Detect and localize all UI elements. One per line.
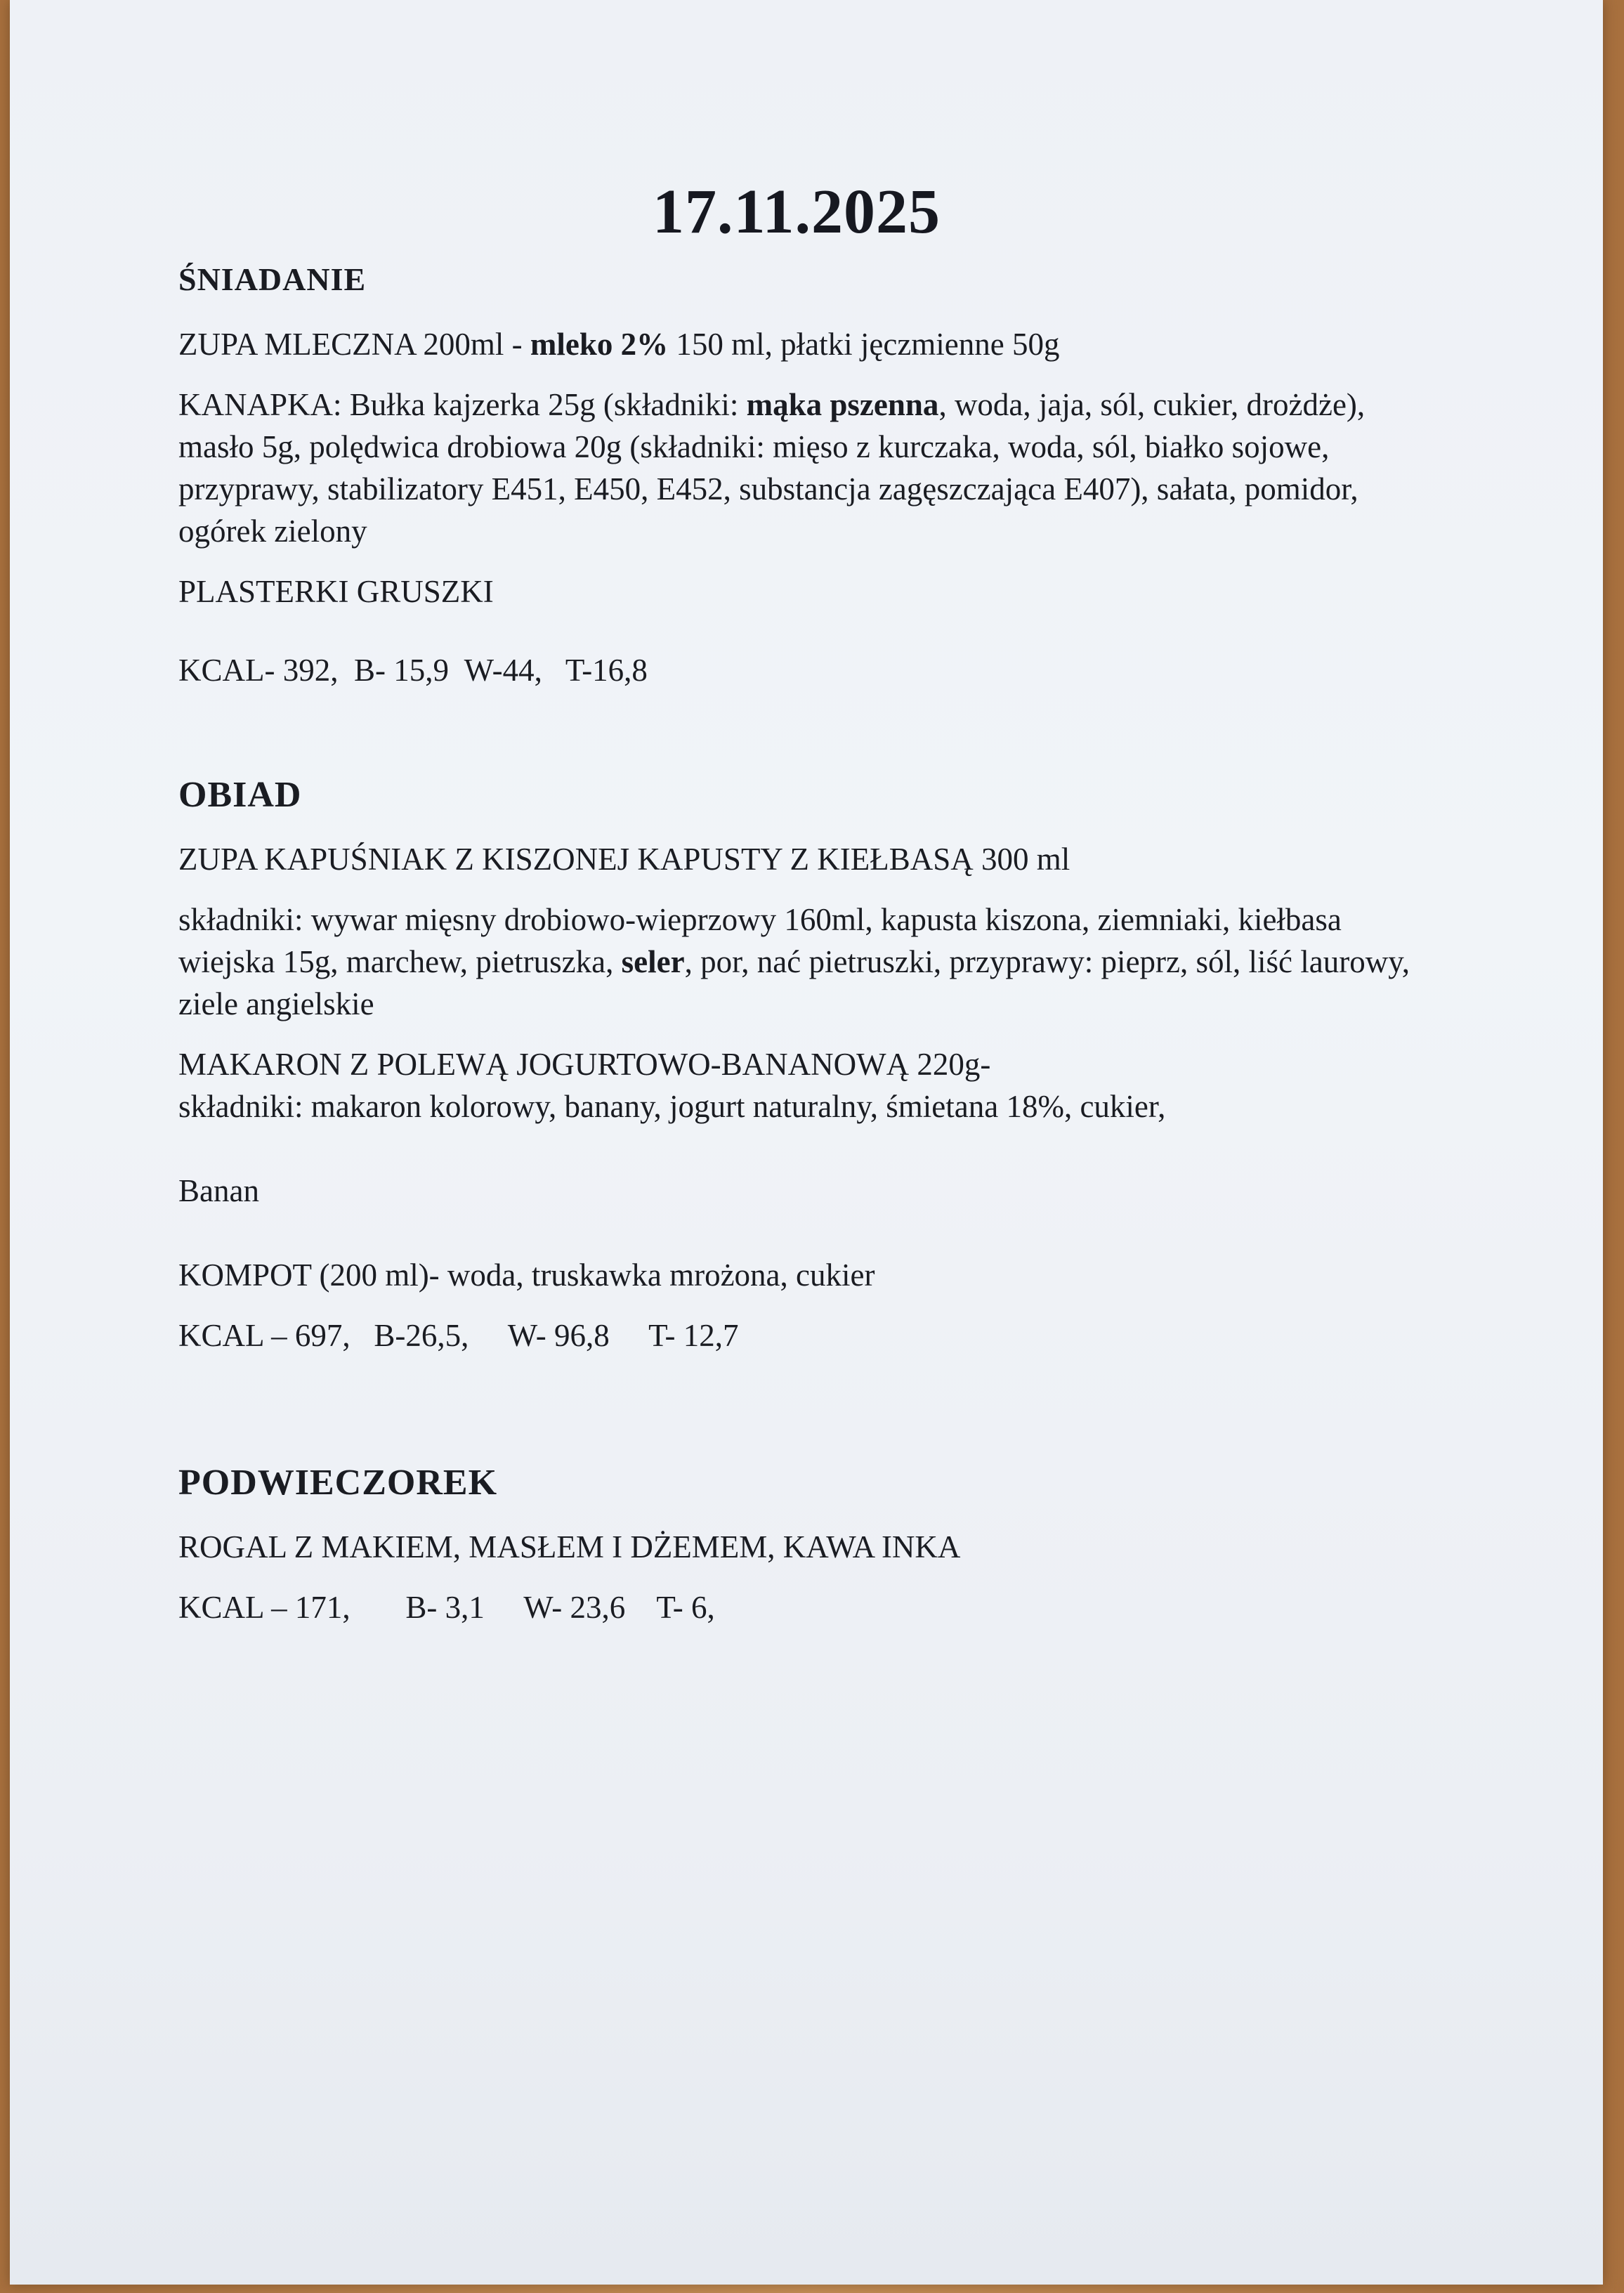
obiad-skladniki [178,899,1415,1025]
allergen-seler: seler [621,944,685,979]
sniadanie-zupa-pre: ZUPA MLECZNA 200ml - [178,327,530,362]
obiad-makaron-skladniki: składniki: makaron kolorowy, banany, jogurt naturalny, śmietana 18%, cukier, [178,1089,1166,1124]
sniadanie-zupa [178,323,1415,365]
sniadanie-plasterki: PLASTERKI GRUSZKI [178,574,494,609]
sniadanie-macros: KCAL- 392, B- 15,9 W-44, T-16,8 [178,653,648,688]
sniadanie-kanapka [178,384,1415,552]
allergen-mleko: mleko 2% [530,327,669,362]
obiad-skladniki-pre: składniki: wywar mięsny drobiowo-wieprzowy 160ml, kapusta kiszona, ziemniaki, kiełbasa wiejska 15g, marchew, pietruszka, [178,902,1342,979]
menu-content [178,176,1415,1628]
obiad-kompot: KOMPOT (200 ml)- woda, truskawka mrożona, cukier [178,1257,875,1293]
obiad-makaron: MAKARON Z POLEWĄ JOGURTOWO-BANANOWĄ 220g- [178,1047,991,1082]
section-title-obiad: OBIAD [178,775,302,815]
section-title-sniadanie: ŚNIADANIE [178,261,367,297]
obiad-skladniki-post: , por, nać pietruszki, przyprawy: pieprz, sól, liść laurowy, ziele angielskie [178,944,1410,1021]
sniadanie-kanapka-pre: KANAPKA: Bułka kajzerka 25g (składniki: [178,387,747,422]
sniadanie-kanapka-post: , woda, jaja, sól, cukier, drożdże), masło 5g, polędwica drobiowa 20g (składniki: mięso z kurczaka, woda, sól, białko sojowe, przyprawy, stabilizatory E451, E450, E452, substancja zagęszczająca E407), sałata, pomidor, ogórek zielony [178,387,1366,549]
obiad-banan: Banan [178,1173,259,1208]
obiad-macros: KCAL – 697, B-26,5, W- 96,8 T- 12,7 [178,1318,739,1353]
section-title-podwieczorek: PODWIECZOREK [178,1463,498,1503]
menu-sheet [10,0,1603,2285]
allergen-maka-pszenna: mąka pszenna [746,387,939,422]
podwieczorek-macros: KCAL – 171, B- 3,1 W- 23,6 T- 6, [178,1590,715,1625]
menu-date: 17.11.2025 [652,177,941,247]
podwieczorek-rogal: ROGAL Z MAKIEM, MASŁEM I DŻEMEM, KAWA INKA [178,1529,961,1564]
obiad-zupa: ZUPA KAPUŚNIAK Z KISZONEJ KAPUSTY Z KIEŁBASĄ 300 ml [178,842,1070,877]
sniadanie-zupa-post: 150 ml, płatki jęczmienne 50g [668,327,1060,362]
